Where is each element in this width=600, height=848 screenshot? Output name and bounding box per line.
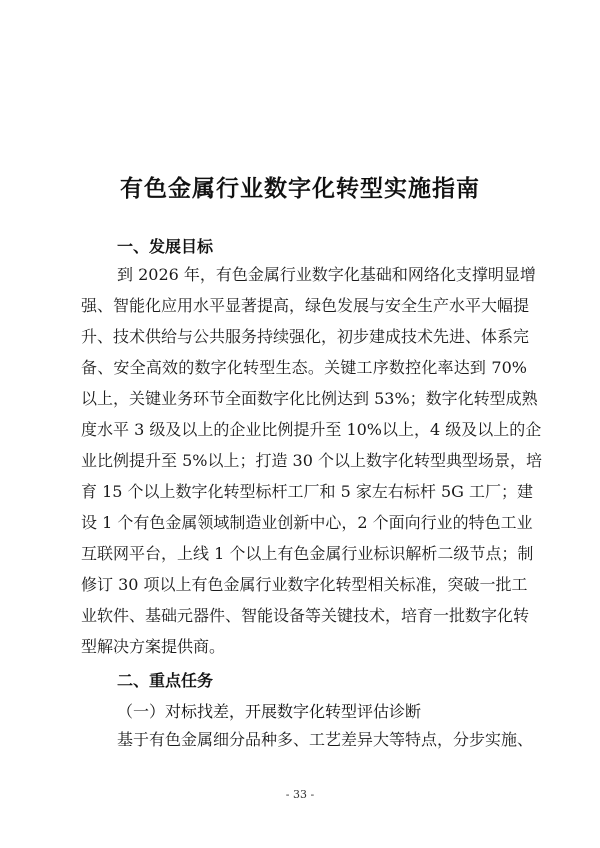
subsection-heading: （一）对标找差，开展数字化转型评估诊断	[117, 702, 422, 721]
paragraph-line: 设 1 个有色金属领域制造业创新中心，2 个面向行业的特色工业	[81, 513, 533, 532]
section-heading-tasks: 二、重点任务	[117, 671, 214, 690]
paragraph-line: 备、安全高效的数字化转型生态。关键工序数控化率达到 70%	[81, 358, 527, 377]
paragraph-line: 型解决方案提供商。	[81, 637, 226, 656]
paragraph-line: 度水平 3 级及以上的企业比例提升至 10%以上，4 级及以上的企	[81, 420, 542, 439]
document-title: 有色金属行业数字化转型实施指南	[120, 176, 480, 202]
section-heading-goals: 一、发展目标	[117, 237, 214, 256]
paragraph-line: 基于有色金属细分品种多、工艺差异大等特点，分步实施、	[117, 730, 534, 749]
paragraph-line: 升、技术供给与公共服务持续强化，初步建成技术先进、体系完	[81, 327, 530, 346]
paragraph-line: 以上，关键业务环节全面数字化比例达到 53%；数字化转型成熟	[81, 389, 538, 408]
paragraph-line: 业软件、基础元器件、智能设备等关键技术，培育一批数字化转	[81, 606, 530, 625]
paragraph-line: 强、智能化应用水平显著提高，绿色发展与安全生产水平大幅提	[81, 296, 530, 315]
paragraph-line: 业比例提升至 5%以上；打造 30 个以上数字化转型典型场景，培	[81, 451, 543, 470]
paragraph-line: 到 2026 年，有色金属行业数字化基础和网络化支撑明显增	[117, 265, 536, 284]
paragraph-line: 互联网平台，上线 1 个以上有色金属行业标识解析二级节点；制	[81, 544, 534, 563]
paragraph-line: 育 15 个以上数字化转型标杆工厂和 5 家左右标杆 5G 工厂；建	[81, 482, 534, 501]
page-number: - 33 -	[285, 788, 315, 801]
paragraph-line: 修订 30 项以上有色金属行业数字化转型相关标准，突破一批工	[81, 575, 528, 594]
